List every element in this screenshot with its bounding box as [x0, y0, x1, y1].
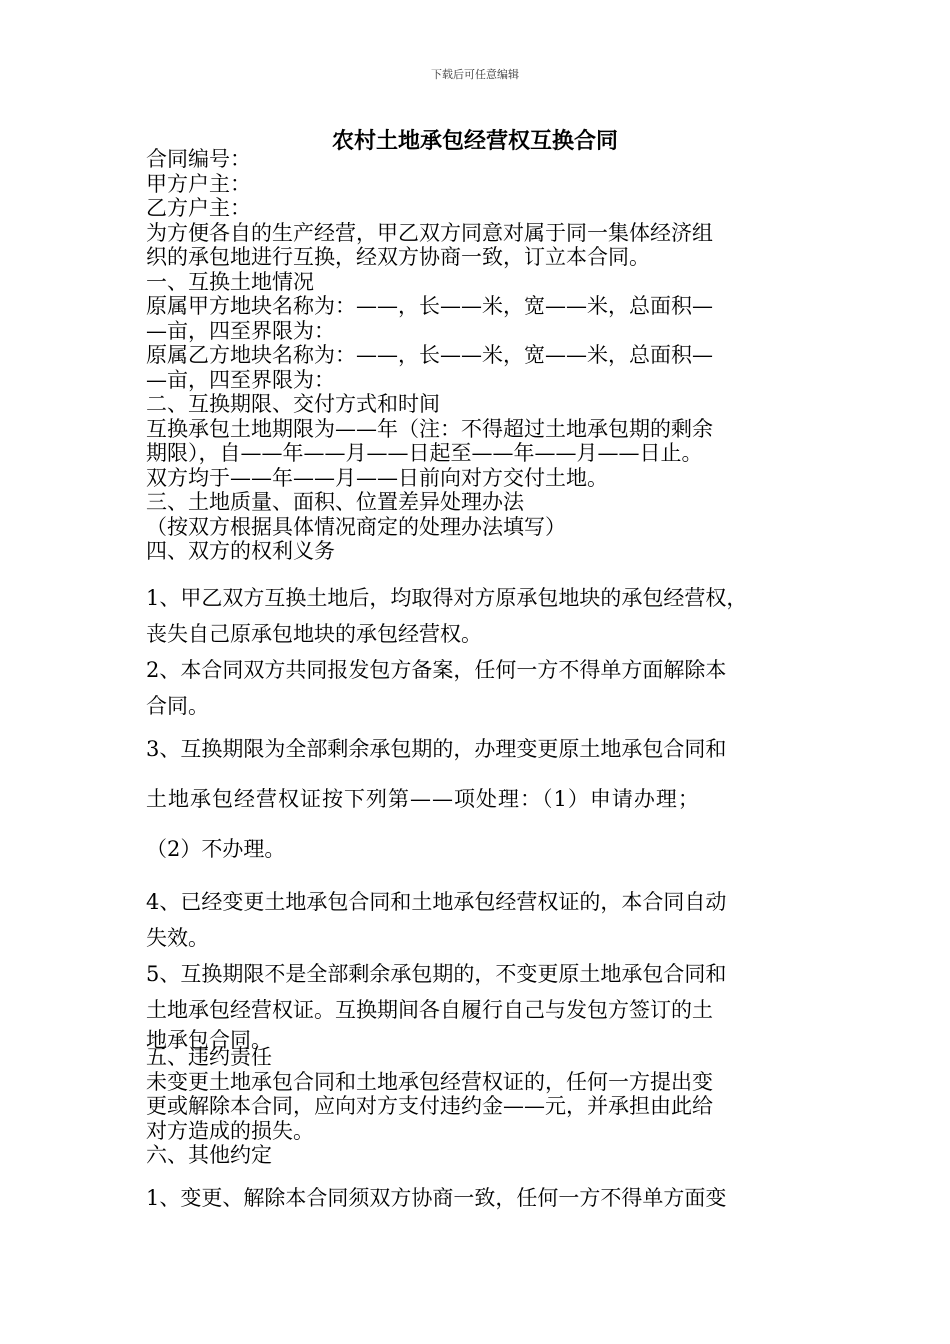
- clause-line: 失效。: [146, 926, 209, 950]
- paragraph-line: 未变更土地承包合同和土地承包经营权证的，任何一方提出变: [146, 1069, 713, 1094]
- paragraph-line: 对方造成的损失。: [146, 1118, 314, 1143]
- party-a-line: 甲方户主：: [146, 171, 251, 196]
- paragraph-line: 双方均于——年——月——日前向对方交付土地。: [146, 465, 608, 490]
- section-heading: 二、互换期限、交付方式和时间: [146, 392, 440, 416]
- section-heading: 五、违约责任: [146, 1045, 272, 1069]
- clause-line: 1、甲乙双方互换土地后，均取得对方原承包地块的承包经营权，: [146, 586, 748, 610]
- paragraph-line: —亩，四至界限为：: [146, 318, 335, 343]
- paragraph-line: （按双方根据具体情况商定的处理办法填写）: [146, 514, 566, 539]
- contract-block-a: [146, 147, 811, 564]
- party-b-line: 乙方户主：: [146, 196, 251, 220]
- contract-block-c: [146, 1045, 811, 1168]
- paragraph-line: 更或解除本合同，应向对方支付违约金——元，并承担由此给: [146, 1094, 713, 1118]
- clause-line: 土地承包经营权证按下列第——项处理：（1）申请办理；: [146, 787, 700, 811]
- clause-line: 土地承包经营权证。互换期间各自履行自己与发包方签订的土: [146, 998, 713, 1022]
- paragraph-line: —亩，四至界限为：: [146, 367, 335, 392]
- preamble-line: 织的承包地进行互换，经双方协商一致，订立本合同。: [146, 245, 650, 269]
- paragraph-line: 互换承包土地期限为——年（注：不得超过土地承包期的剩余: [146, 416, 713, 441]
- section-heading: 六、其他约定: [146, 1143, 272, 1167]
- clause-line: 3、互换期限为全部剩余承包期的，办理变更原土地承包合同和: [146, 737, 727, 761]
- contract-number-line: 合同编号：: [146, 147, 251, 171]
- clause-line: 地承包合同。: [146, 1028, 272, 1052]
- header-note: 下载后可任意编辑: [431, 68, 519, 81]
- preamble-line: 为方便各自的生产经营，甲乙双方同意对属于同一集体经济组: [146, 220, 713, 245]
- clause-line: 2、本合同双方共同报发包方备案，任何一方不得单方面解除本: [146, 658, 727, 682]
- section-heading: 一、互换土地情况: [146, 269, 314, 294]
- clause-line: （2）不办理。: [146, 837, 286, 861]
- section-heading: 四、双方的权利义务: [146, 539, 335, 563]
- clause-line: 5、互换期限不是全部剩余承包期的，不变更原土地承包合同和: [146, 962, 727, 986]
- clause-line: 丧失自己原承包地块的承包经营权。: [146, 622, 482, 646]
- clause-line: 4、已经变更土地承包合同和土地承包经营权证的，本合同自动: [146, 890, 727, 914]
- clause-line: 1、变更、解除本合同须双方协商一致，任何一方不得单方面变: [146, 1186, 727, 1210]
- paragraph-line: 期限），自——年——月——日起至——年——月——日止。: [146, 441, 703, 465]
- section-heading: 三、土地质量、面积、位置差异处理办法: [146, 490, 524, 514]
- clause-line: 合同。: [146, 694, 209, 718]
- document-title: 农村土地承包经营权互换合同: [331, 128, 618, 154]
- paragraph-line: 原属乙方地块名称为：——，长——米，宽——米，总面积—: [146, 343, 713, 367]
- contract-block-d: [146, 1180, 811, 1216]
- contract-block-b: [146, 580, 811, 1052]
- paragraph-line: 原属甲方地块名称为：——，长——米，宽——米，总面积—: [146, 294, 713, 318]
